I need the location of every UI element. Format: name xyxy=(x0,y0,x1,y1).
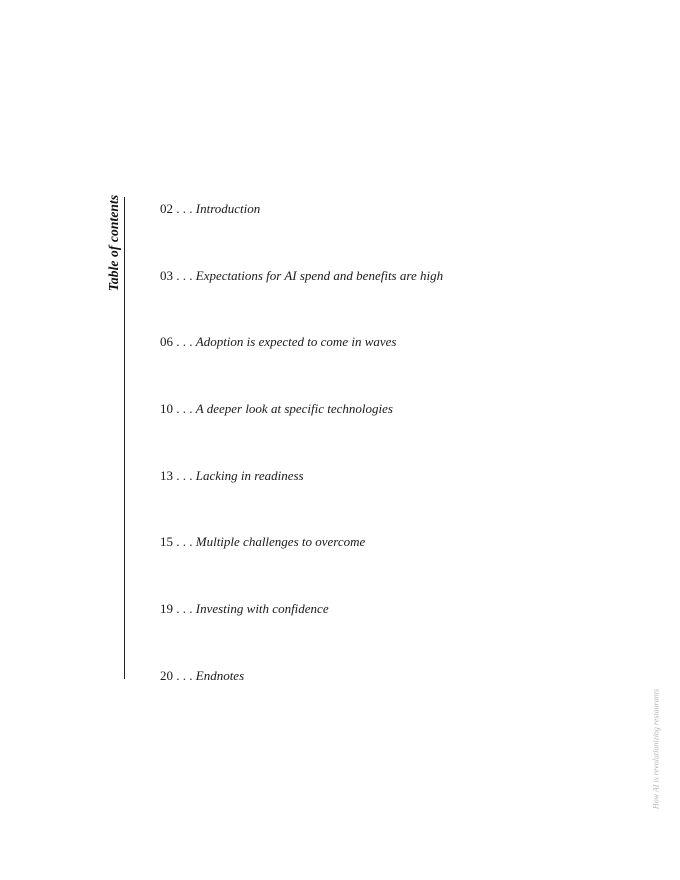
toc-entry-title: Investing with confidence xyxy=(195,601,329,617)
toc-leader-dots: . . . xyxy=(173,334,196,350)
toc-page-number: 20 xyxy=(160,667,173,683)
toc-entry-title: A deeper look at specific technologies xyxy=(195,401,393,417)
toc-list xyxy=(160,200,443,734)
toc-page-number: 10 xyxy=(160,401,173,417)
toc-leader-dots: . . . xyxy=(173,267,196,283)
toc-leader-dots: . . . xyxy=(173,201,196,216)
toc-entry-investing[interactable] xyxy=(160,600,443,667)
toc-page-number: 03 xyxy=(160,267,173,283)
toc-page-number: 02 xyxy=(160,201,173,216)
toc-entry-challenges[interactable] xyxy=(160,533,443,600)
toc-entry-technologies[interactable] xyxy=(160,400,443,467)
toc-entry-title: Introduction xyxy=(195,201,261,216)
toc-entry-readiness[interactable] xyxy=(160,467,443,534)
toc-entry-endnotes[interactable] xyxy=(160,667,443,734)
toc-page-number: 13 xyxy=(160,467,173,483)
toc-leader-dots: . . . xyxy=(173,467,196,483)
toc-leader-dots: . . . xyxy=(173,401,196,417)
toc-page-number: 19 xyxy=(160,601,173,617)
running-title-footer: How AI is revolutionizing restaurants xyxy=(651,688,661,810)
toc-entry-introduction[interactable] xyxy=(160,200,443,267)
toc-leader-dots: . . . xyxy=(173,534,196,550)
toc-divider-line xyxy=(124,197,125,679)
toc-leader-dots: . . . xyxy=(173,667,196,683)
toc-entry-title: Lacking in readiness xyxy=(195,467,304,483)
toc-leader-dots: . . . xyxy=(173,601,196,617)
toc-entry-adoption[interactable] xyxy=(160,333,443,400)
toc-entry-title: Endnotes xyxy=(195,667,245,683)
toc-entry-expectations[interactable] xyxy=(160,267,443,334)
toc-entry-title: Expectations for AI spend and benefits are high xyxy=(195,267,444,283)
toc-page-number: 06 xyxy=(160,334,173,350)
toc-entry-title: Multiple challenges to overcome xyxy=(195,534,366,550)
toc-page-number: 15 xyxy=(160,534,173,550)
toc-heading: Table of contents xyxy=(106,194,121,292)
toc-entry-title: Adoption is expected to come in waves xyxy=(195,334,397,350)
